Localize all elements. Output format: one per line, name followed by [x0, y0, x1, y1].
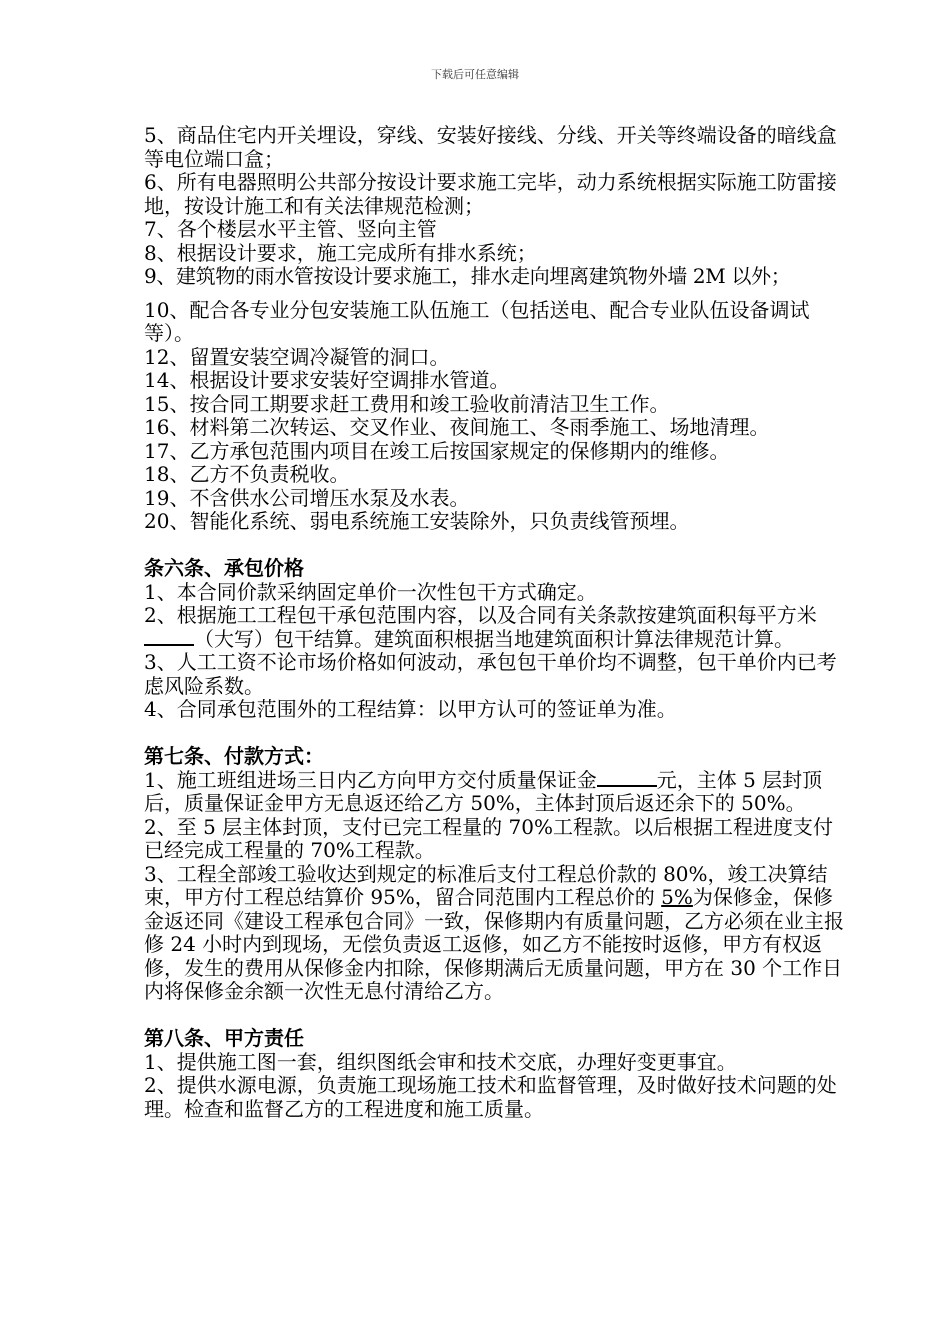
- section-7-item-3-text-a: 3、工程全部竣工验收达到规定的标准后支付工程总价款的 80%，竣工决算结束，甲方付工程总结算价 95%，留合同范围内工程总价的: [144, 861, 828, 909]
- section-7-item-1-text-a: 1、施工班组进场三日内乙方向甲方交付质量保证金: [144, 767, 597, 792]
- retention-percent: 5%: [661, 885, 693, 909]
- clause-15: 15、按合同工期要求赶工费用和竣工验收前清洁卫生工作。: [144, 391, 670, 416]
- section-6-item-1: 1、本合同价款采纳固定单价一次性包干方式确定。: [144, 579, 597, 604]
- clause-18: 18、乙方不负责税收。: [144, 462, 350, 486]
- section-6-item-2-text-b: （大写）包干结算。建筑面积根据当地建筑面积计算法律规范计算。: [194, 626, 794, 651]
- section-6-item-2: [144, 604, 850, 651]
- section-8-title: 第八条、甲方责任: [144, 1026, 304, 1050]
- section-6-title: 条六条、承包价格: [144, 556, 304, 580]
- section-7-item-3-text-b: 为保修金，保修金返还同《建设工程承包合同》一致，保修期内有质量问题，乙方必须在业主报修 24 小时内到现场，无偿负责返工返修，如乙方不能按时返修，甲方有权返修，发生的费用从保修金内扣除，保修期满后无质量问题，甲方在 30 个工作日内将保修金余额一次性无息付清给乙方。: [144, 885, 844, 1003]
- clause-19: 19、不含供水公司增压水泵及水表。: [144, 485, 470, 510]
- clause-20: 20、智能化系统、弱电系统施工安装除外，只负责线管预埋。: [144, 509, 690, 533]
- price-blank: [144, 644, 194, 646]
- clause-14: 14、根据设计要求安装好空调排水管道。: [144, 368, 510, 392]
- page-header: 下载后可任意编辑: [431, 68, 519, 81]
- section-8-item-1: 1、提供施工图一套，组织图纸会审和技术交底，办理好变更事宜。: [144, 1049, 737, 1074]
- section-7-item-3: [144, 863, 850, 1004]
- section-7-item-2: 2、至 5 层主体封顶，支付已完工程量的 70%工程款。以后根据工程进度支付已经完成工程量的 70%工程款。: [144, 814, 833, 862]
- clause-9: 9、建筑物的雨水管按设计要求施工，排水走向埋离建筑物外墙 2M 以外；: [144, 264, 791, 288]
- section-7-title: 第七条、付款方式：: [144, 744, 324, 768]
- clause-10: 10、配合各专业分包安装施工队伍施工（包括送电、配合专业队伍设备调试等）。: [144, 297, 810, 345]
- clause-8: 8、根据设计要求，施工完成所有排水系统；: [144, 240, 537, 265]
- clause-6: 6、所有电器照明公共部分按设计要求施工完毕，动力系统根据实际施工防雷接地，按设计施工和有关法律规范检测；: [144, 170, 837, 218]
- deposit-blank: [597, 785, 657, 787]
- section-6-item-2-text-a: 2、根据施工工程包干承包范围内容，以及合同有关条款按建筑面积每平方米: [144, 603, 817, 627]
- clause-16: 16、材料第二次转运、交叉作业、夜间施工、冬雨季施工、场地清理。: [144, 415, 770, 439]
- clause-17: 17、乙方承包范围内项目在竣工后按国家规定的保修期内的维修。: [144, 438, 730, 463]
- section-6-item-3: 3、人工工资不论市场价格如何波动，承包包干单价均不调整，包干单价内已考虑风险系数。: [144, 650, 837, 698]
- section-7-item-1-text-b: 元，主体 5 层封顶后，质量保证金甲方无息返还给乙方 50%，主体封顶后返还余下的 50%。: [144, 767, 823, 815]
- section-8-item-2: 2、提供水源电源，负责施工现场施工技术和监督管理，及时做好技术问题的处理。检查和监督乙方的工程进度和施工质量。: [144, 1073, 837, 1121]
- clause-7: 7、各个楼层水平主管、竖向主管: [144, 217, 437, 241]
- document-body: [144, 124, 850, 1121]
- section-6-item-4: 4、合同承包范围外的工程结算：以甲方认可的签证单为准。: [144, 697, 677, 721]
- clause-5: 5、商品住宅内开关埋设，穿线、安装好接线、分线、开关等终端设备的暗线盒等电位端口盒；: [144, 123, 837, 171]
- section-7-item-1: [144, 769, 850, 816]
- clause-12: 12、留置安装空调冷凝管的洞口。: [144, 344, 450, 369]
